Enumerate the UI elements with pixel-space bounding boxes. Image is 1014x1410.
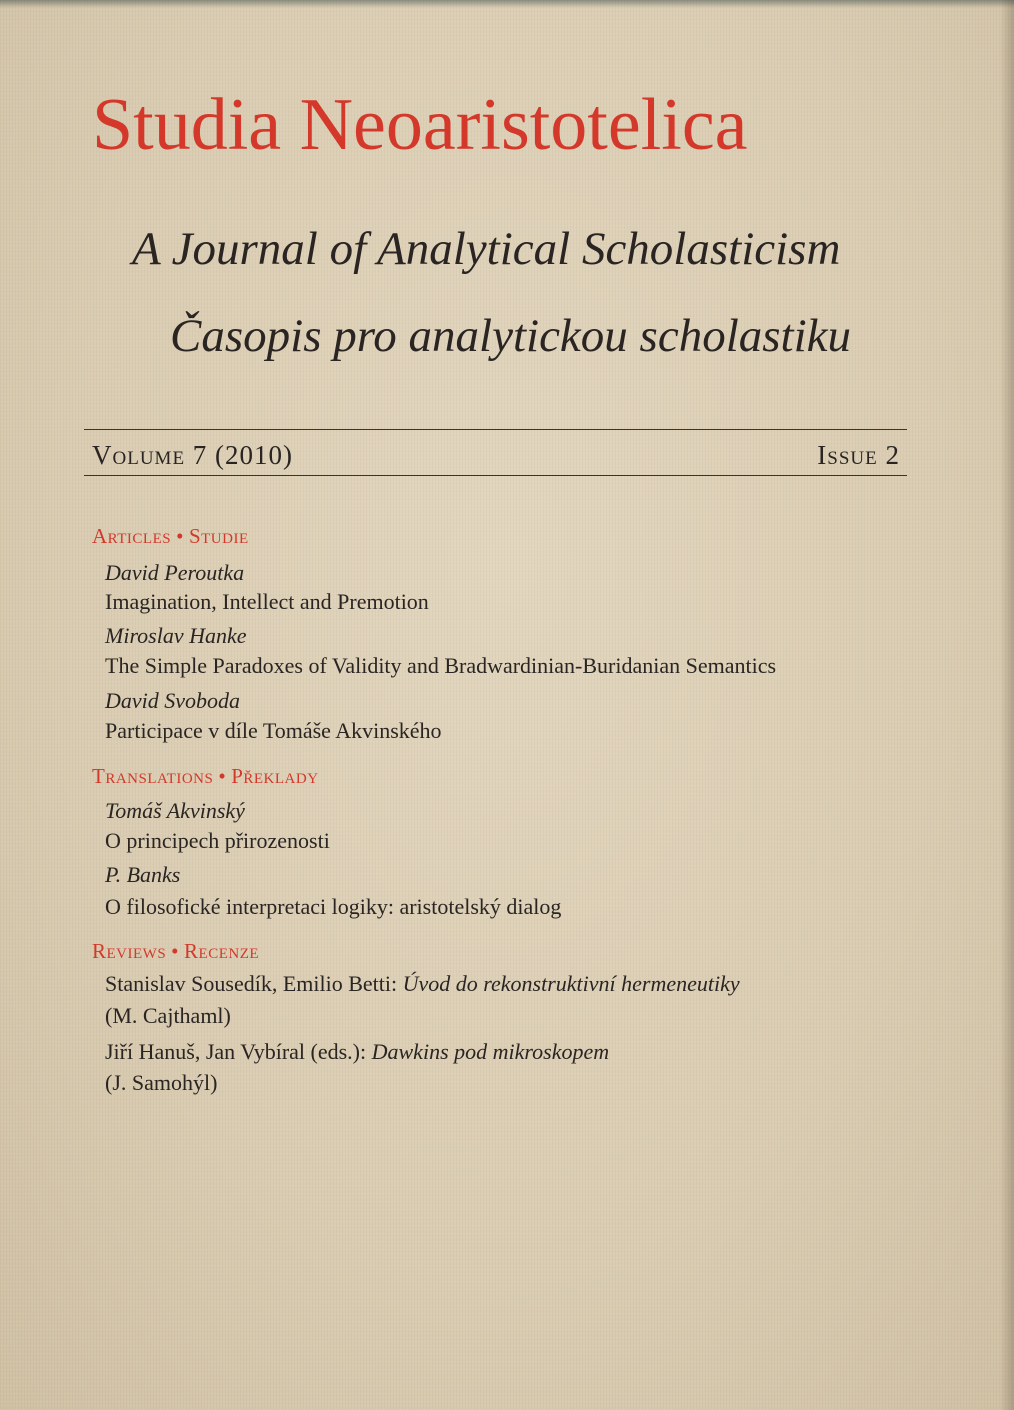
review-entry (105, 1039, 609, 1065)
issue-label: Issue 2 (817, 440, 900, 470)
journal-subtitle-english: A Journal of Analytical Scholasticism (132, 223, 841, 275)
bullet-separator: • (171, 939, 180, 963)
article-title: The Simple Paradoxes of Validity and Bradwardinian-Buridanian Semantics (105, 653, 777, 678)
review-reviewer: (J. Samohýl) (105, 1070, 218, 1095)
section-heading-reviews (92, 939, 259, 963)
section-heading-articles (92, 524, 249, 548)
divider-bottom (84, 475, 907, 476)
translation-author: Tomáš Akvinský (105, 798, 245, 823)
cover-right-edge (1000, 0, 1014, 1410)
bullet-separator: • (218, 764, 227, 788)
journal-subtitle-czech: Časopis pro analytickou scholastiku (170, 310, 852, 362)
section-heading-czech: Recenze (184, 939, 260, 963)
review-book-title: Úvod do rekonstruktivní hermeneutiky (402, 971, 740, 996)
article-title: Participace v díle Tomáše Akvinského (105, 718, 442, 743)
bullet-separator: • (176, 524, 184, 548)
review-reviewer: (M. Cajthaml) (105, 1003, 231, 1028)
article-title: Imagination, Intellect and Premotion (105, 589, 429, 614)
translation-title: O filosofické interpretaci logiky: aristotelský dialog (105, 894, 562, 919)
volume-label: Volume 7 (2010) (92, 440, 294, 470)
section-heading-translations (92, 764, 319, 788)
divider-top (84, 429, 907, 430)
section-heading-english: Articles (92, 524, 172, 548)
cover-top-edge (0, 0, 1014, 8)
article-author: Miroslav Hanke (105, 623, 247, 648)
section-heading-english: Reviews (92, 939, 167, 963)
article-author: David Svoboda (105, 688, 241, 713)
translation-author: P. Banks (105, 862, 181, 887)
article-author: David Peroutka (105, 560, 245, 585)
review-book-authors: Jiří Hanuš, Jan Vybíral (eds.): (105, 1039, 367, 1064)
journal-title: Studia Neoaristotelica (92, 84, 748, 166)
review-entry (105, 971, 740, 997)
review-book-title: Dawkins pod mikroskopem (371, 1039, 610, 1064)
section-heading-czech: Překlady (231, 764, 319, 788)
section-heading-czech: Studie (188, 524, 249, 548)
review-book-authors: Stanislav Sousedík, Emilio Betti: (105, 971, 398, 996)
translation-title: O principech přirozenosti (105, 828, 330, 853)
section-heading-english: Translations (92, 764, 214, 788)
